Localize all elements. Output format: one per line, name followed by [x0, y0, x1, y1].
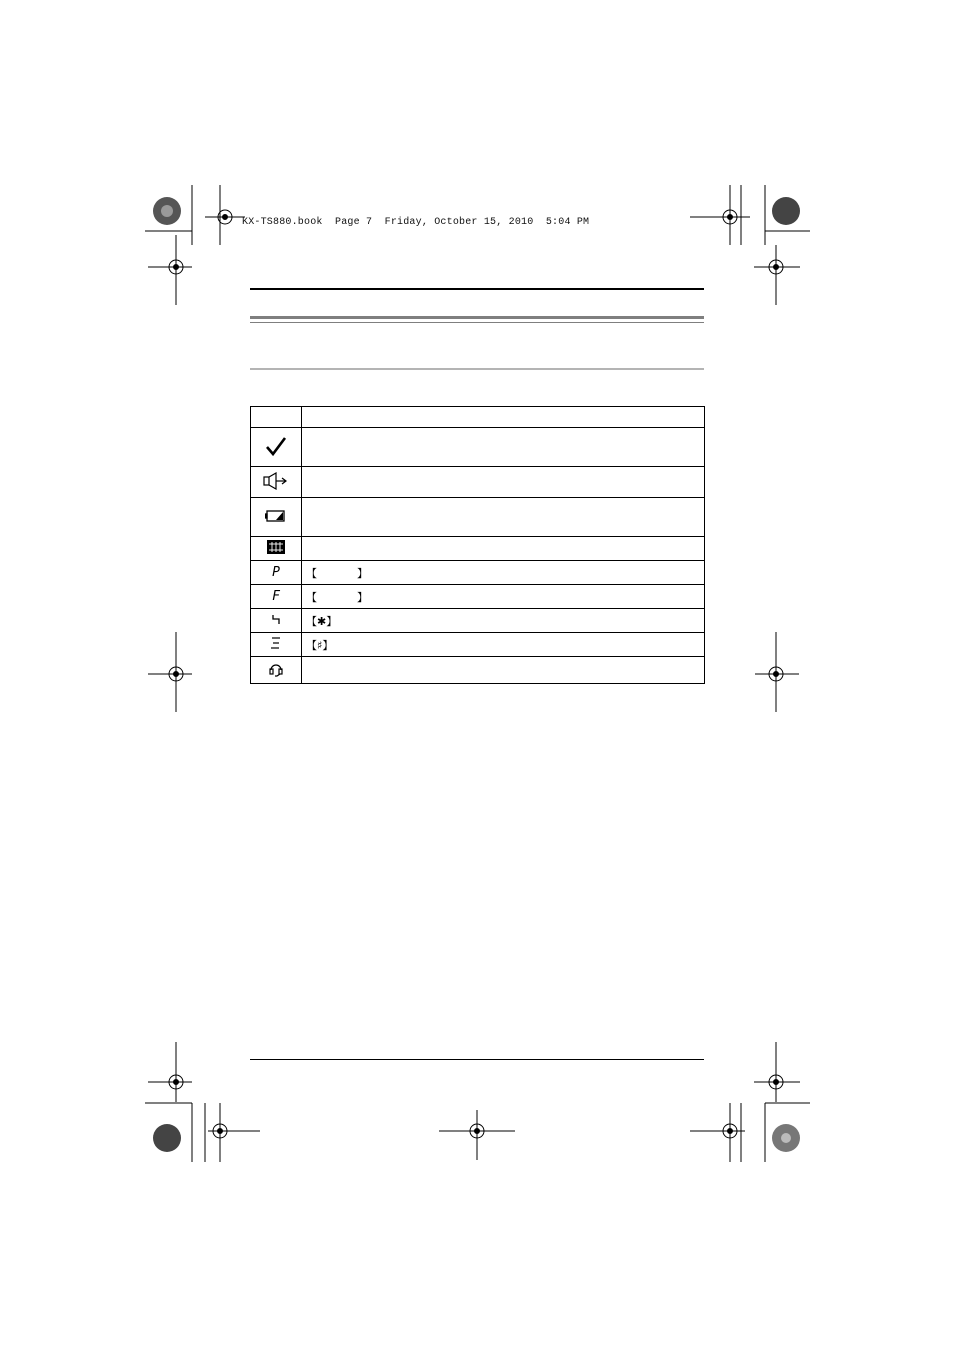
tone-icon	[251, 609, 302, 633]
table-row	[251, 609, 705, 633]
crop-marks-top-right	[690, 185, 815, 310]
star-key-icon: ✱	[317, 614, 327, 628]
crop-marks-mid-right	[755, 632, 815, 717]
row-description	[302, 467, 705, 498]
running-header: KX-TS880.book Page 7 Friday, October 15, 2010 5:04 PM	[242, 217, 590, 228]
speaker-icon	[251, 467, 302, 498]
hash-key-icon: ♯	[317, 638, 323, 652]
row-description	[302, 657, 705, 684]
section-thin-rule	[250, 322, 704, 323]
flash-f-icon: F	[251, 585, 302, 609]
registration-target-icon	[772, 1124, 800, 1152]
row-description: 【 】	[302, 585, 705, 609]
registration-target-icon	[153, 1124, 181, 1152]
table-row	[251, 467, 705, 498]
table-row	[251, 428, 705, 467]
table-row	[251, 537, 705, 561]
table-row	[251, 633, 705, 657]
header-cell-icon	[251, 407, 302, 428]
crop-marks-bottom-right	[690, 1042, 815, 1167]
row-description	[302, 428, 705, 467]
battery-icon	[251, 498, 302, 537]
pause-p-icon: P	[251, 561, 302, 585]
header-cell-meaning	[302, 407, 705, 428]
registration-target-icon	[772, 197, 800, 225]
checkmark-icon	[251, 428, 302, 467]
table-row	[251, 561, 705, 585]
table-row	[251, 585, 705, 609]
crop-marks-mid-left	[140, 632, 200, 717]
headset-icon	[251, 657, 302, 684]
table-row	[251, 498, 705, 537]
top-black-rule	[250, 288, 704, 290]
registration-target-icon	[153, 197, 181, 225]
hash-e-icon	[251, 633, 302, 657]
bottom-black-rule	[250, 1059, 704, 1060]
subsection-light-rule	[250, 368, 704, 370]
crop-marks-top-left-2	[205, 185, 265, 265]
call-wait-icon	[251, 537, 302, 561]
table-row	[251, 657, 705, 684]
row-description: 【 】	[302, 561, 705, 585]
crop-marks-bottom-left	[140, 1042, 265, 1167]
row-description: 【♯】	[302, 633, 705, 657]
row-description	[302, 498, 705, 537]
row-description	[302, 537, 705, 561]
section-gray-rule	[250, 316, 704, 319]
display-icons-table	[250, 406, 705, 684]
crop-marks-bottom-center	[437, 1110, 517, 1165]
table-header-row	[251, 407, 705, 428]
row-description: 【✱】	[302, 609, 705, 633]
